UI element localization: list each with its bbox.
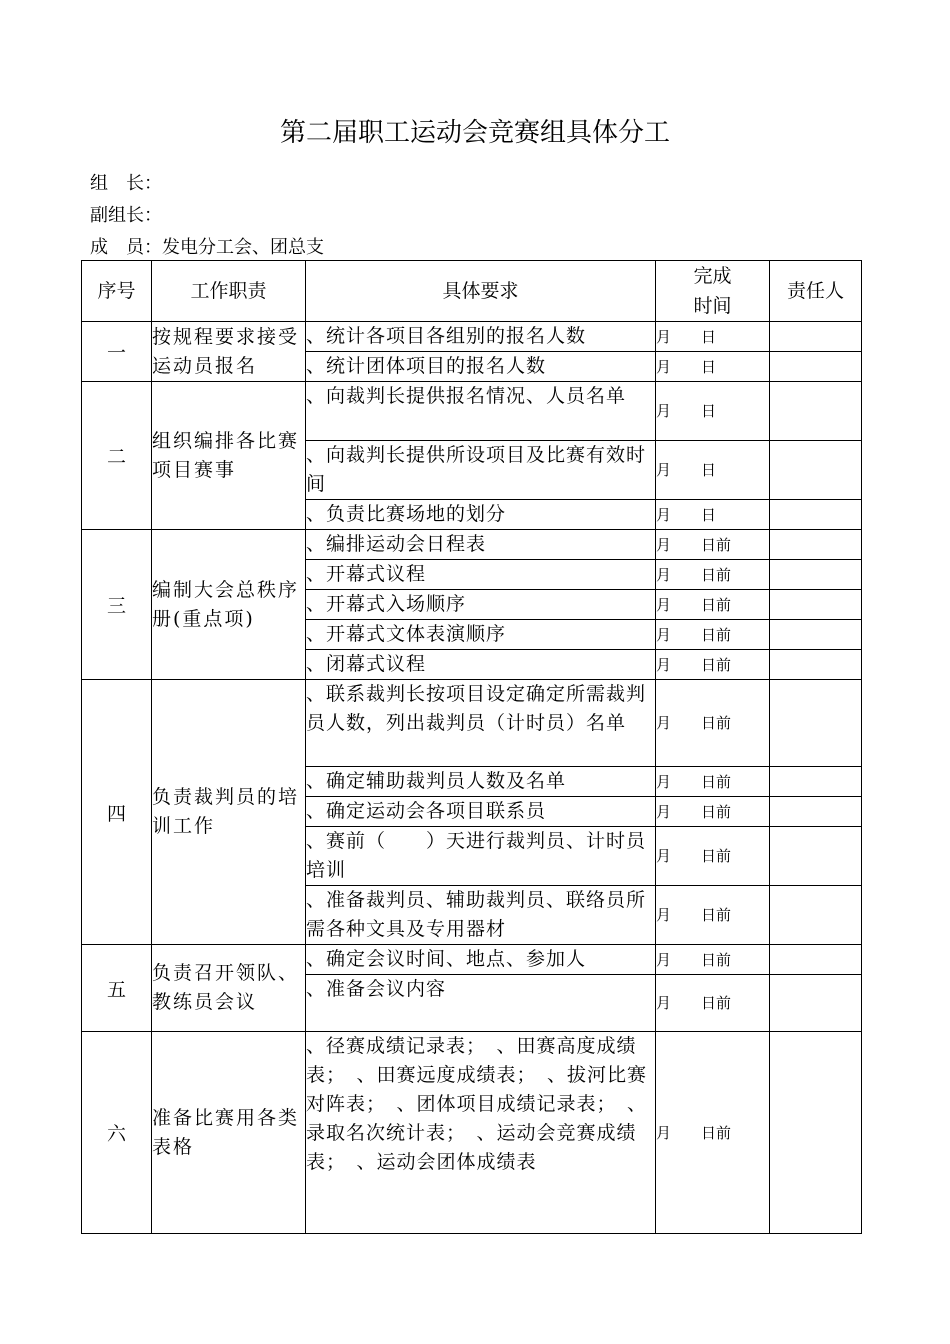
requirement-cell: 、向裁判长提供报名情况、人员名单 (306, 382, 656, 441)
duty-cell: 组织编排各比赛项目赛事 (152, 382, 306, 530)
owner-cell[interactable] (770, 945, 862, 975)
document-title: 第二届职工运动会竞赛组具体分工 (279, 118, 670, 148)
deadline-cell: 月 日前 (656, 797, 770, 827)
requirement-cell: 、联系裁判长按项目设定确定所需裁判员人数，列出裁判员（计时员）名单 (306, 680, 656, 767)
seq-cell: 五 (82, 945, 152, 1032)
requirement-cell: 、确定辅助裁判员人数及名单 (306, 767, 656, 797)
seq-cell: 二 (82, 382, 152, 530)
requirement-cell: 、确定运动会各项目联系员 (306, 797, 656, 827)
owner-cell[interactable] (770, 767, 862, 797)
owner-cell[interactable] (770, 680, 862, 767)
header-owner: 责任人 (770, 261, 862, 322)
leader-line: 组 长： (90, 173, 162, 194)
deadline-cell: 月 日 (656, 322, 770, 352)
header-row (82, 261, 862, 322)
requirement-cell: 、闭幕式议程 (306, 650, 656, 680)
deadline-cell: 月 日 (656, 352, 770, 382)
owner-cell[interactable] (770, 650, 862, 680)
requirement-cell: 、开幕式文体表演顺序 (306, 620, 656, 650)
requirement-cell: 、向裁判长提供所设项目及比赛有效时间 (306, 441, 656, 500)
requirement-cell: 、赛前（ ）天进行裁判员、计时员培训 (306, 827, 656, 886)
owner-cell[interactable] (770, 827, 862, 886)
requirement-cell: 、确定会议时间、地点、参加人 (306, 945, 656, 975)
owner-cell[interactable] (770, 530, 862, 560)
deadline-cell: 月 日前 (656, 827, 770, 886)
deadline-cell: 月 日前 (656, 620, 770, 650)
deadline-cell: 月 日前 (656, 560, 770, 590)
duty-cell: 编制大会总秩序册(重点项) (152, 530, 306, 680)
deputy-line: 副组长： (90, 205, 162, 226)
duty-cell: 按规程要求接受运动员报名 (152, 322, 306, 382)
table-row (82, 945, 862, 975)
deadline-cell: 月 日前 (656, 590, 770, 620)
seq-cell: 三 (82, 530, 152, 680)
deadline-cell: 月 日前 (656, 975, 770, 1032)
owner-cell[interactable] (770, 975, 862, 1032)
owner-cell[interactable] (770, 560, 862, 590)
requirement-cell: 、统计团体项目的报名人数 (306, 352, 656, 382)
header-time-line1: 完成 (693, 265, 732, 287)
owner-cell[interactable] (770, 382, 862, 441)
seq-cell: 一 (82, 322, 152, 382)
seq-cell: 四 (82, 680, 152, 945)
header-time (656, 261, 770, 322)
owner-cell[interactable] (770, 797, 862, 827)
table-row (82, 382, 862, 441)
deadline-cell: 月 日前 (656, 530, 770, 560)
requirement-cell: 、开幕式议程 (306, 560, 656, 590)
duty-cell: 负责裁判员的培训工作 (152, 680, 306, 945)
table-row (82, 1032, 862, 1234)
header-req: 具体要求 (306, 261, 656, 322)
requirement-cell: 、准备裁判员、辅助裁判员、联络员所需各种文具及专用器材 (306, 886, 656, 945)
requirement-cell: 、径赛成绩记录表； 、田赛高度成绩表； 、田赛远度成绩表； 、拔河比赛对阵表； 、团体项目成绩记录表； 、录取名次统计表； 、运动会竞赛成绩表； 、运动会团体成绩表 (306, 1032, 656, 1234)
members-line: 成 员：发电分工会、团总支 (90, 237, 324, 258)
deadline-cell: 月 日前 (656, 680, 770, 767)
header-time-line2: 时间 (693, 295, 732, 317)
requirement-cell: 、负责比赛场地的划分 (306, 500, 656, 530)
requirement-cell: 、准备会议内容 (306, 975, 656, 1032)
deadline-cell: 月 日前 (656, 767, 770, 797)
deadline-cell: 月 日前 (656, 945, 770, 975)
owner-cell[interactable] (770, 620, 862, 650)
deadline-cell: 月 日 (656, 500, 770, 530)
owner-cell[interactable] (770, 1032, 862, 1234)
owner-cell[interactable] (770, 322, 862, 352)
table-row (82, 530, 862, 560)
deadline-cell: 月 日前 (656, 886, 770, 945)
owner-cell[interactable] (770, 352, 862, 382)
owner-cell[interactable] (770, 590, 862, 620)
owner-cell[interactable] (770, 441, 862, 500)
deadline-cell: 月 日 (656, 382, 770, 441)
task-table (81, 260, 862, 1234)
requirement-cell: 、开幕式入场顺序 (306, 590, 656, 620)
deadline-cell: 月 日 (656, 441, 770, 500)
requirement-cell: 、编排运动会日程表 (306, 530, 656, 560)
table-row (82, 322, 862, 352)
duty-cell: 准备比赛用各类表格 (152, 1032, 306, 1234)
table-row (82, 680, 862, 767)
duty-cell: 负责召开领队、教练员会议 (152, 945, 306, 1032)
deadline-cell: 月 日前 (656, 650, 770, 680)
header-duty: 工作职责 (152, 261, 306, 322)
owner-cell[interactable] (770, 886, 862, 945)
requirement-cell: 、统计各项目各组别的报名人数 (306, 322, 656, 352)
deadline-cell: 月 日前 (656, 1032, 770, 1234)
seq-cell: 六 (82, 1032, 152, 1234)
header-seq: 序号 (82, 261, 152, 322)
owner-cell[interactable] (770, 500, 862, 530)
